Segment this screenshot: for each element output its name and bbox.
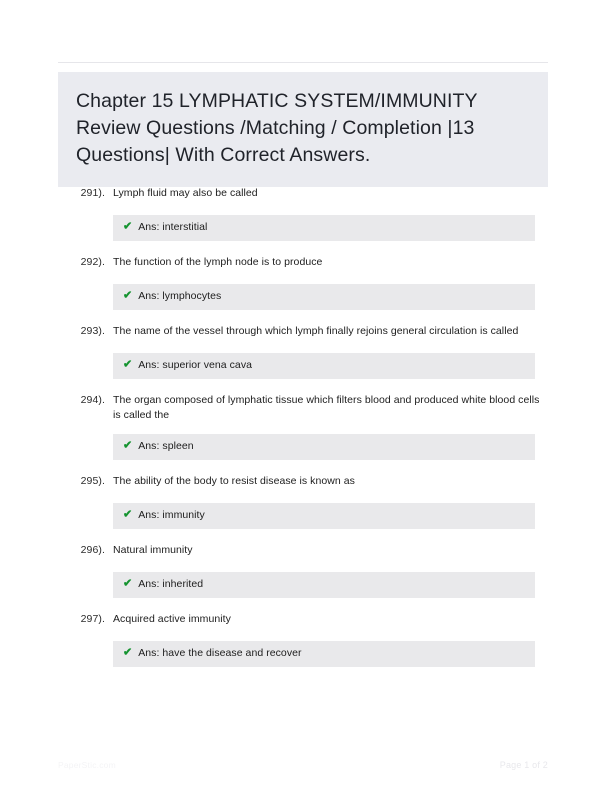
question-text: The organ composed of lymphatic tissue which filters blood and produced white blood cells is called the	[113, 394, 540, 421]
question-number: 295).	[80, 475, 105, 487]
answer-text: Ans: spleen	[138, 440, 194, 452]
check-icon: ✔	[123, 646, 133, 659]
question-block	[0, 186, 606, 241]
question-row	[0, 543, 606, 561]
answer-text: Ans: superior vena cava	[138, 359, 253, 371]
question-block	[0, 474, 606, 529]
answer-text: Ans: interstitial	[138, 221, 208, 233]
question-block	[0, 324, 606, 379]
question-number: 297).	[80, 613, 105, 625]
answer-bar	[113, 641, 535, 667]
answer-text: Ans: have the disease and recover	[138, 647, 302, 659]
question-block	[0, 612, 606, 667]
question-number: 291).	[80, 187, 105, 199]
question-number: 294).	[80, 394, 105, 406]
question-row	[0, 255, 606, 273]
page-number: Page 1 of 2	[499, 760, 548, 770]
check-icon: ✔	[123, 358, 133, 371]
footer-watermark: PaperStic.com	[58, 760, 116, 770]
page-footer	[58, 760, 548, 774]
answer-bar	[113, 284, 535, 310]
question-number: 296).	[80, 544, 105, 556]
answer-text: Ans: immunity	[138, 509, 205, 521]
question-list	[0, 186, 606, 681]
question-row	[0, 324, 606, 342]
check-icon: ✔	[123, 577, 133, 590]
check-icon: ✔	[123, 439, 133, 452]
answer-bar	[113, 434, 535, 460]
answer-text: Ans: inherited	[138, 578, 204, 590]
document-title-banner	[58, 72, 548, 187]
question-row	[0, 393, 606, 423]
question-block	[0, 393, 606, 460]
answer-bar	[113, 503, 535, 529]
answer-text: Ans: lymphocytes	[138, 290, 222, 302]
question-text: The name of the vessel through which lymph finally rejoins general circulation is called	[113, 325, 519, 337]
answer-bar	[113, 353, 535, 379]
check-icon: ✔	[123, 508, 133, 521]
question-row	[0, 474, 606, 492]
page-title: Chapter 15 LYMPHATIC SYSTEM/IMMUNITY Review Questions /Matching / Completion |13 Questions| With Correct Answers.	[76, 90, 478, 166]
check-icon: ✔	[123, 220, 133, 233]
question-block	[0, 543, 606, 598]
question-text: Natural immunity	[113, 544, 193, 556]
question-text: Acquired active immunity	[113, 613, 231, 625]
header-divider	[58, 62, 548, 63]
question-text: The function of the lymph node is to produce	[113, 256, 323, 268]
question-row	[0, 186, 606, 204]
question-number: 292).	[80, 256, 105, 268]
answer-bar	[113, 572, 535, 598]
question-number: 293).	[80, 325, 105, 337]
question-text: The ability of the body to resist disease is known as	[113, 475, 355, 487]
question-block	[0, 255, 606, 310]
answer-bar	[113, 215, 535, 241]
check-icon: ✔	[123, 289, 133, 302]
question-row	[0, 612, 606, 630]
question-text: Lymph fluid may also be called	[113, 187, 258, 199]
